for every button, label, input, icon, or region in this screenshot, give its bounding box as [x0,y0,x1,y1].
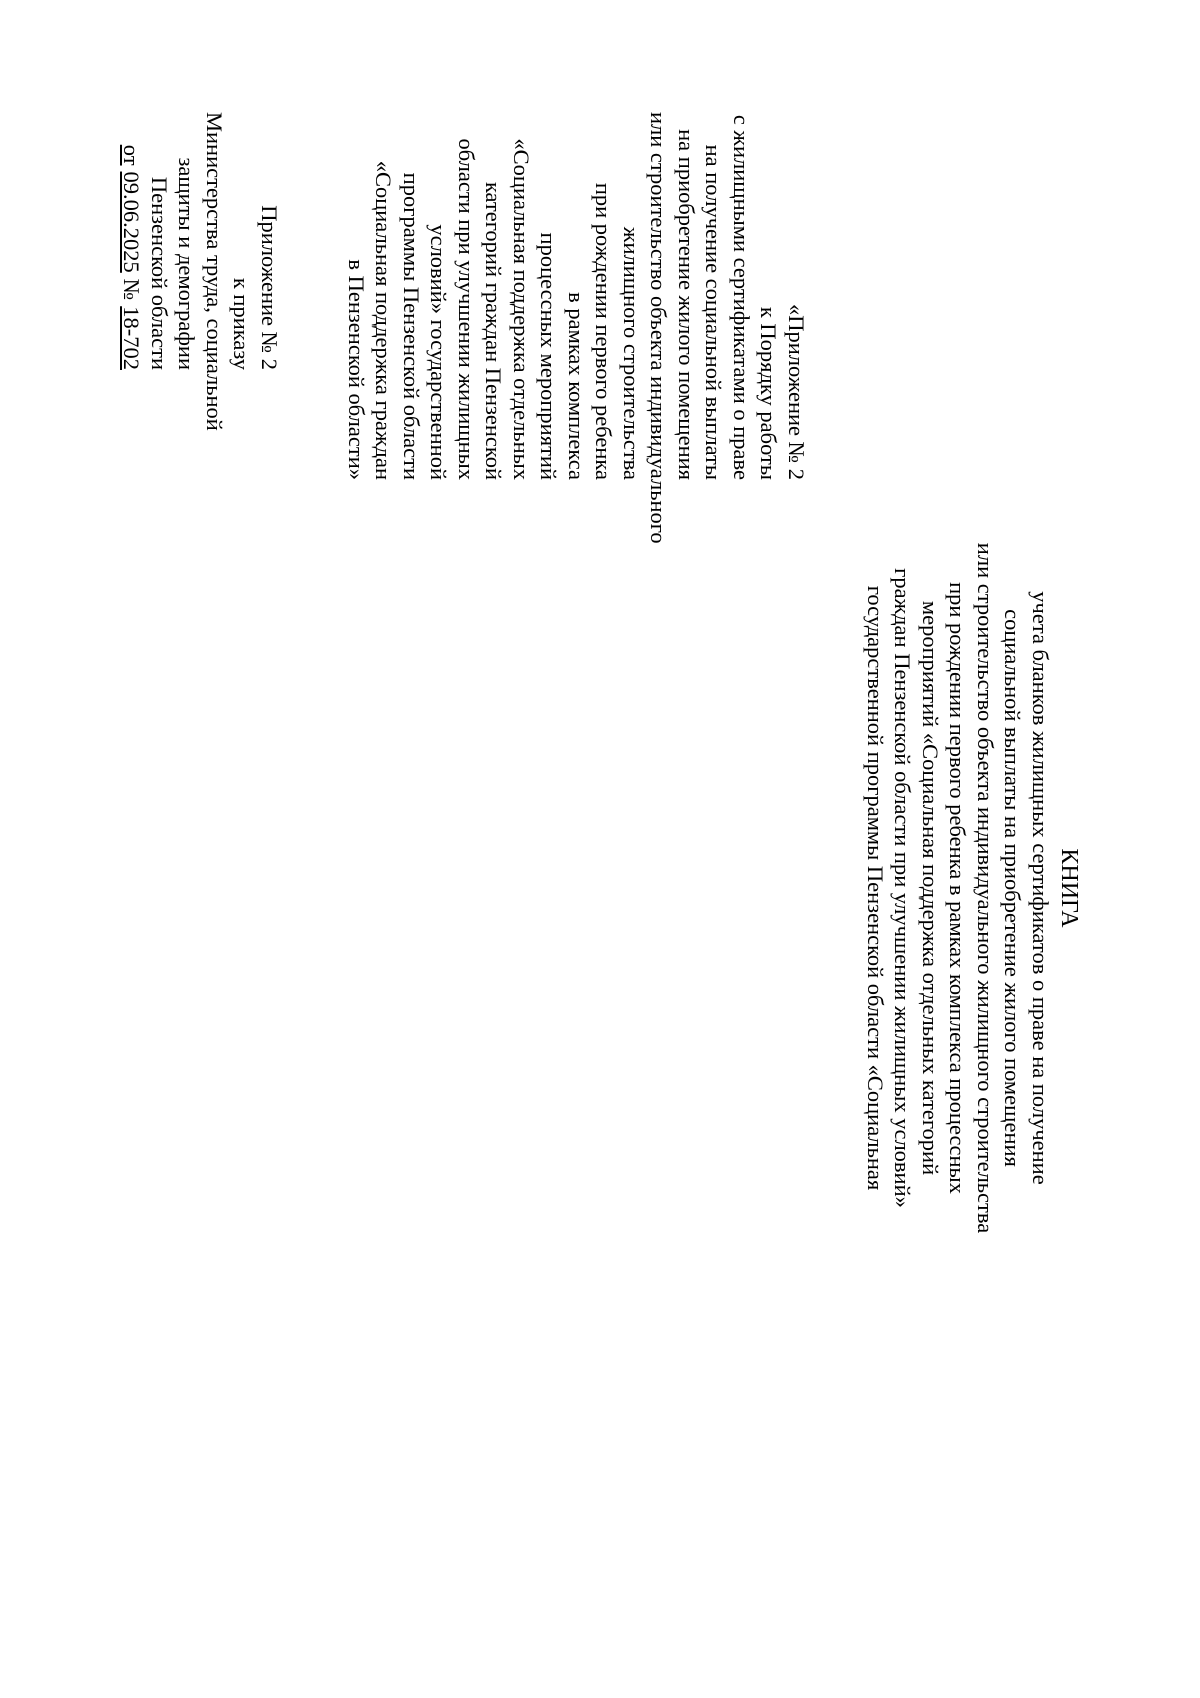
appendix-label: Приложение № 2 [257,205,282,370]
book-title: КНИГА [1056,848,1082,928]
procedure-line: условий» государственной [426,224,452,480]
book-line: или строительство объекта индивидуального жилищного строительства [973,542,998,1234]
procedure-line: с жилищными сертификатами о праве [729,114,754,480]
procedure-line: на приобретение жилого помещения [674,129,699,480]
book-line: социальной выплаты на приобретение жилого помещения [1000,609,1026,1167]
number-prefix: № [119,278,145,301]
procedure-line: или строительство объекта индивидуального [646,112,672,544]
book-line: мероприятий «Социальная поддержка отдельных категорий [918,600,943,1176]
book-line: при рождении первого ребенка в рамках комплекса процессных [945,582,971,1194]
procedure-line: «Социальная поддержка граждан [371,160,397,480]
to-order-label: к приказу [229,277,255,370]
procedure-appendix-header [343,112,811,544]
order-number: 18-702 [119,306,145,370]
procedure-line: жилищного строительства [619,226,644,480]
book-line: государственной программы Пензенской области «Социальная [863,585,888,1191]
procedure-line: категорий граждан Пензенской [481,181,507,480]
order-appendix-header [118,112,283,431]
procedure-line: при рождении первого ребенка [591,182,617,480]
ministry-line-2: защиты и демографии [174,157,200,370]
procedure-line: на получение социальной выплаты [701,144,727,480]
order-date: 09.06.2025 [119,171,145,273]
procedure-line: к Порядку работы [756,306,782,480]
book-line: учета бланков жилищных сертификатов о праве на получение [1028,591,1053,1185]
procedure-line: в рамках комплекса [564,292,589,480]
procedure-line: области при улучшении жилищных [454,138,479,480]
ministry-line-3: Пензенской области [147,176,172,370]
book-title-block [862,538,1085,1238]
procedure-line: в Пензенской области» [344,259,369,480]
ministry-line-1: Министерства труда, социальной [202,112,227,431]
date-prefix: от [119,144,145,166]
order-date-number [118,112,146,370]
procedure-line: «Приложение № 2 [784,304,809,480]
procedure-line: процессных мероприятий [536,232,562,480]
procedure-line: «Социальная поддержка отдельных [509,138,534,480]
book-line: граждан Пензенской области при улучшении жилищных условий» [890,568,916,1208]
procedure-line: программы Пензенской области [399,172,424,480]
